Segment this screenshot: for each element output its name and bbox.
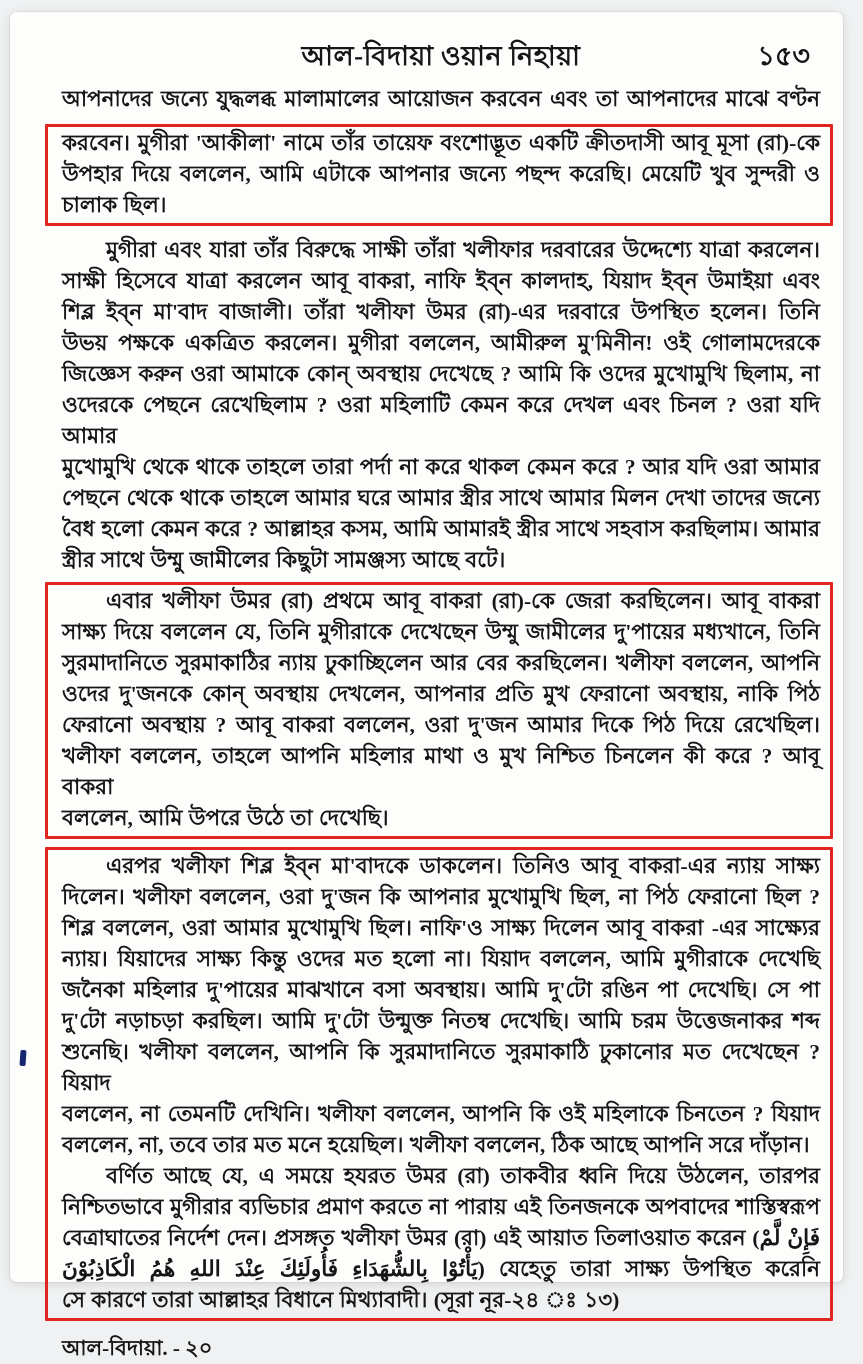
- text-line: বর্ণিত আছে যে, এ সময়ে হযরত উমর (রা) তাকবীর ধ্বনি দিয়ে উঠলেন, তারপর: [106, 1164, 820, 1188]
- text-line: শুনেছি। খলীফা বললেন, আপনি কি সুরমাদানিতে সুরমাকাঠি ঢুকানোর মত দেখেছেন ? যিয়াদ: [62, 1040, 820, 1095]
- text-line: উপহার দিয়ে বললেন, আমি এটাকে আপনার জন্যে পছন্দ করেছি। মেয়েটি খুব সুন্দরী ও: [62, 162, 820, 186]
- text-line: বৈধ হলো কেমন করে ? আল্লাহর কসম, আমি আমারই স্ত্রীর সাথে সহবাস করছিলাম। আমার: [62, 517, 820, 541]
- text-line: পেছনে থেকে থাকে তাহলে আমার ঘরে আমার স্ত্রীর সাথে আমার মিলন দেখা তাদের জন্যে: [62, 486, 820, 510]
- paragraph: [62, 84, 820, 115]
- text-line: দিলেন। খলীফা বললেন, ওরা দু'জন কি আপনার মুখোমুখি ছিল, না পিঠ ফেরানো ছিল ?: [62, 885, 820, 909]
- ink-mark: [19, 1050, 26, 1066]
- text-line: ওদের দু'জনকে কোন্ অবস্থায় দেখলেন, আপনার প্রতি মুখ ফেরানো অবস্থায়, নাকি পিঠ: [62, 682, 820, 706]
- text-line: মুখোমুখি থেকে থাকে তাহলে তারা পর্দা না করে থাকল কেমন করে ? আর যদি ওরা আমার: [62, 455, 820, 479]
- text-line: ফেরানো অবস্থায় ? আবূ বাকরা বললেন, ওরা দু'জন আমার দিকে পিঠ দিয়ে রেখেছিল।: [62, 713, 820, 737]
- text-line: খলীফা বললেন, তাহলে আপনি মহিলার মাথা ও মুখ নিশ্চিত চিনলেন কী করে ? আবূ বাকরা: [62, 744, 820, 799]
- page-header: [62, 12, 820, 74]
- text-line: বললেন, না তেমনটি দেখিনি। খলীফা বললেন, আপনি কি ওই মহিলাকে চিনতেন ? যিয়াদ: [62, 1102, 820, 1126]
- text-line: জিজ্ঞেস করুন ওরা আমাকে কোন্ অবস্থায় দেখেছে ? আমি কি ওদের মুখোমুখি ছিলাম, না: [62, 362, 820, 386]
- text-line: বললেন, আমি উপরে উঠে তা দেখেছি।: [62, 806, 389, 830]
- text-line: দু'টো নড়াচড়া করছিল। আমি দু'টো উন্মুক্ত নিতম্ব দেখেছি। আমি চরম উত্তেজনাকর শব্দ: [62, 1009, 820, 1033]
- text-line: মুগীরা এবং যারা তাঁর বিরুদ্ধে সাক্ষী তাঁরা খলীফার দরবারের উদ্দেশ্যে যাত্রা করলেন।: [106, 238, 820, 262]
- text-line: ন্যায়। যিয়াদের সাক্ষ্য কিন্তু ওদের মত হলো না। যিয়াদ বললেন, আমি মুগীরাকে দেখেছি: [62, 947, 820, 971]
- highlight-box-1: [45, 124, 833, 226]
- text-line: আপনাদের জন্যে যুদ্ধলব্ধ মালামালের আয়োজন করবেন এবং তা আপনাদের মাঝে বণ্টন: [62, 87, 820, 111]
- text-line: শিব্ল বললেন, ওরা আমার মুখোমুখি ছিল। নাফি'ও সাক্ষ্য দিলেন আবূ বাকরা -এর সাক্ষ্যের: [62, 916, 820, 940]
- text-line: শিব্ল ইব্ন মা'বাদ বাজালী। তাঁরা খলীফা উমর (রা)-এর দরবারে উপস্থিত হলেন। তিনি: [62, 300, 820, 324]
- highlight-box-2: [45, 582, 833, 839]
- text-line: চালাক ছিল।: [62, 193, 167, 217]
- text-line: সে কারণে তারা আল্লাহর বিধানে মিথ্যাবাদী। (সূরা নূর-২৪ ঃ ১৩): [62, 1288, 620, 1312]
- paragraph: [62, 851, 820, 1161]
- text-line: এবার খলীফা উমর (রা) প্রথমে আবূ বাকরা (রা)-কে জেরা করছিলেন। আবূ বাকরা: [106, 589, 820, 613]
- text-line: স্ত্রীর সাথে উম্মু জামীলের কিছুটা সামঞ্জস্য আছে বটে।: [62, 548, 506, 572]
- page-number: ১৫৩: [757, 41, 810, 71]
- paragraph: [62, 1161, 820, 1316]
- paragraph: [62, 128, 820, 221]
- text-line: সাক্ষ্য দিয়ে বললেন যে, তিনি মুগীরাকে দেখেছেন উম্মু জামীলের দু'পায়ের মধ্যখানে, তিনি: [62, 620, 820, 644]
- text-line: করবেন। মুগীরা 'আকীলা' নামে তাঁর তায়েফ বংশোদ্ভূত একটি ক্রীতদাসী আবূ মূসা (রা)-কে: [62, 131, 820, 155]
- paragraph: [62, 586, 820, 834]
- text-line: উভয় পক্ষকে একত্রিত করলেন। মুগীরা বললেন, আমীরুল মু'মিনীন! ওই গোলামদেরকে: [62, 331, 820, 355]
- paragraph-2: [62, 235, 820, 576]
- text-line: বললেন, না, তবে তার মত মনে হয়েছিল। খলীফা বললেন, ঠিক আছে আপনি সরে দাঁড়ান।: [62, 1133, 810, 1157]
- book-title: আল-বিদায়া ওয়ান নিহায়া: [301, 41, 581, 71]
- text-line: ওদেরকে পেছনে রেখেছিলাম ? ওরা মহিলাটি কেমন করে দেখল এবং চিনল ? ওরা যদি আমার: [62, 393, 820, 448]
- text-line: বেত্রাঘাতের নির্দেশ দেন। প্রসঙ্গত খলীফা উমর (রা) এই আয়াত তিলাওয়াত করেন (فَإِنْ لَّمْ: [62, 1226, 821, 1250]
- text-line: জনৈকা মহিলার দু'পায়ের মাঝখানে বসা অবস্থায়। আমি দু'টো রঙিন পা দেখেছি। সে পা: [62, 978, 820, 1002]
- text-line: সুরমাদানিতে সুরমাকাঠির ন্যায় ঢুকাচ্ছিলেন আর বের করছিলেন। খলীফা বললেন, আপনি: [62, 651, 820, 675]
- text-line: এরপর খলীফা শিব্ল ইব্ন মা'বাদকে ডাকলেন। তিনিও আবূ বাকরা-এর ন্যায় সাক্ষ্য: [106, 854, 820, 878]
- paragraph: [62, 235, 820, 576]
- text-line: সাক্ষী হিসেবে যাত্রা করলেন আবূ বাকরা, নাফি ইব্ন কালদাহ, যিয়াদ ইব্ন উমাইয়া এবং: [62, 269, 820, 293]
- text-line: নিশ্চিতভাবে মুগীরার ব্যভিচার প্রমাণ করতে না পারায় এই তিনজনকে অপবাদের শাস্তিস্বরূপ: [62, 1195, 820, 1219]
- text-line: يَأْتُوْا بِالشُّهَدَاءِ فَأُولَئِكَ عِنْدَ اللهِ هُمُ الْكَاذِبُوْنَ) যেহেতু তারা সাক্ষ্য উপস্থিত করেনি: [62, 1257, 820, 1281]
- volume-marker: আল-বিদায়া. - ২০: [62, 1336, 213, 1360]
- highlight-box-3: [45, 847, 833, 1321]
- paragraph-1-lead: [62, 84, 820, 115]
- scanned-book-page: [10, 12, 843, 1360]
- page-body: [62, 84, 820, 1321]
